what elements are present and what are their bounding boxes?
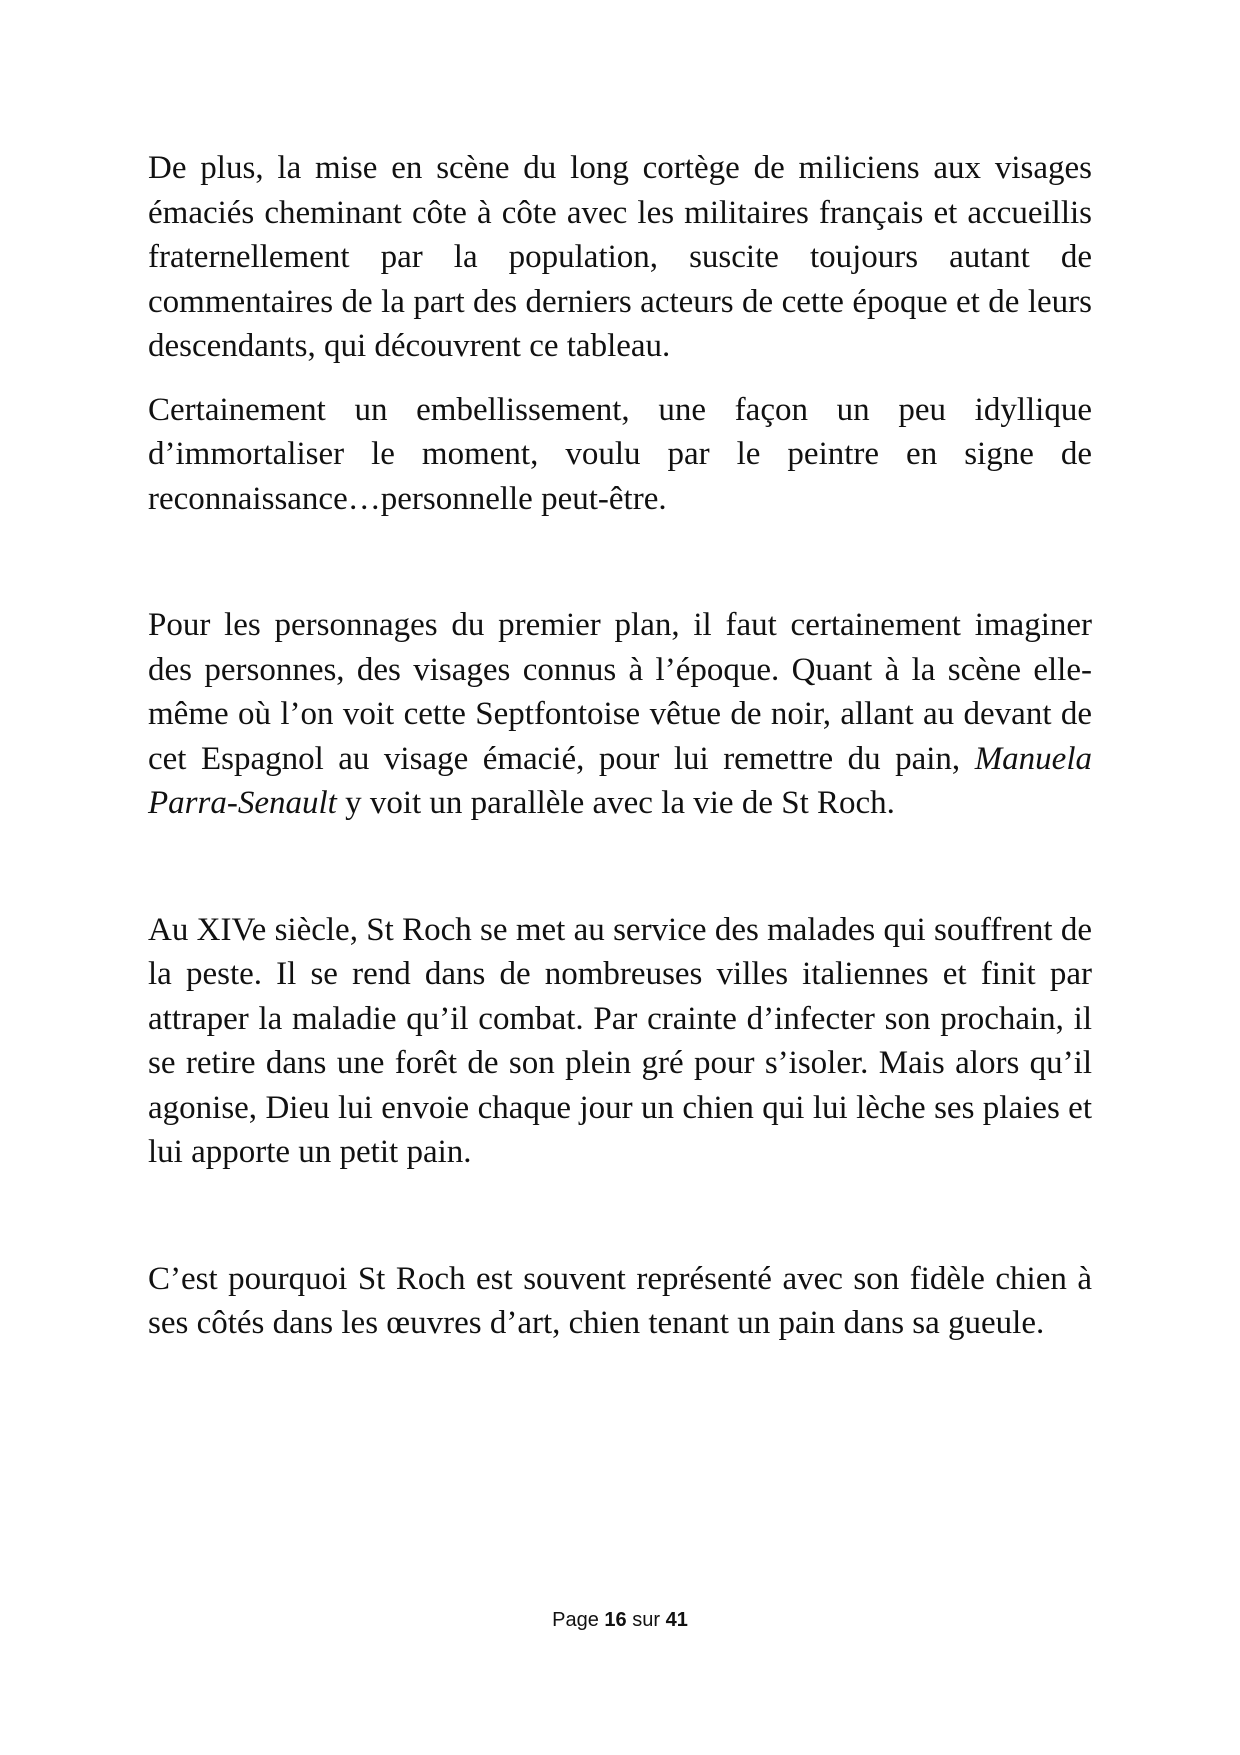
page-separator: sur — [632, 1609, 661, 1631]
paragraph-cortege: De plus, la mise en scène du long cortège de miliciens aux visages émaciés cheminant côte à côte avec les militaires français et accueillis fraternellement par la population, suscite toujours autant de commentaires de la part des derniers acteurs de cette époque et de leurs descendants, qui découvrent ce tableau. — [148, 150, 1092, 364]
paragraph-personnages-text-1: Pour les personnages du premier plan, il faut certainement imaginer des personnes, des visages connus à l’époque. Quant à la scène elle-même où l’on voit cette Septfontoise vêtue de noir, allant au devant de cet Espagnol au visage émacié, pour lui remettre du pain, — [148, 607, 1092, 777]
total-page-count: 41 — [665, 1609, 688, 1631]
paragraph-personnages-text-2: y voit un parallèle avec la vie de St Roch. — [336, 785, 895, 821]
paragraph-st-roch-representation: C’est pourquoi St Roch est souvent représenté avec son fidèle chien à ses côtés dans les œuvres d’art, chien tenant un pain dans sa gueule. — [148, 1260, 1092, 1341]
current-page-number: 16 — [604, 1609, 627, 1631]
page-number-footer — [0, 1609, 1240, 1632]
author-name-italic: Manuela Parra-Senault — [148, 740, 1092, 821]
page-body — [148, 146, 1092, 1346]
paragraph-st-roch-history: Au XIVe siècle, St Roch se met au service des malades qui souffrent de la peste. Il se rend dans de nombreuses villes italiennes et finit par attraper la maladie qu’il combat. Par crainte d’infecter son prochain, il se retire dans une forêt de son plein gré pour s’isoler. Mais alors qu’il agonise, Dieu lui envoie chaque jour un chien qui lui lèche ses plaies et lui apporte un petit pain. — [148, 911, 1092, 1170]
paragraph-embellissement: Certainement un embellissement, une façon un peu idyllique d’immortaliser le moment, voulu par le peintre en signe de reconnaissance…personnelle peut-être. — [148, 391, 1092, 517]
page-label: Page — [552, 1609, 599, 1631]
paragraph-spacer — [148, 1175, 1092, 1257]
paragraph-personnages — [148, 603, 1092, 826]
paragraph-spacer — [148, 521, 1092, 603]
paragraph-spacer — [148, 369, 1092, 388]
paragraph-spacer — [148, 826, 1092, 908]
